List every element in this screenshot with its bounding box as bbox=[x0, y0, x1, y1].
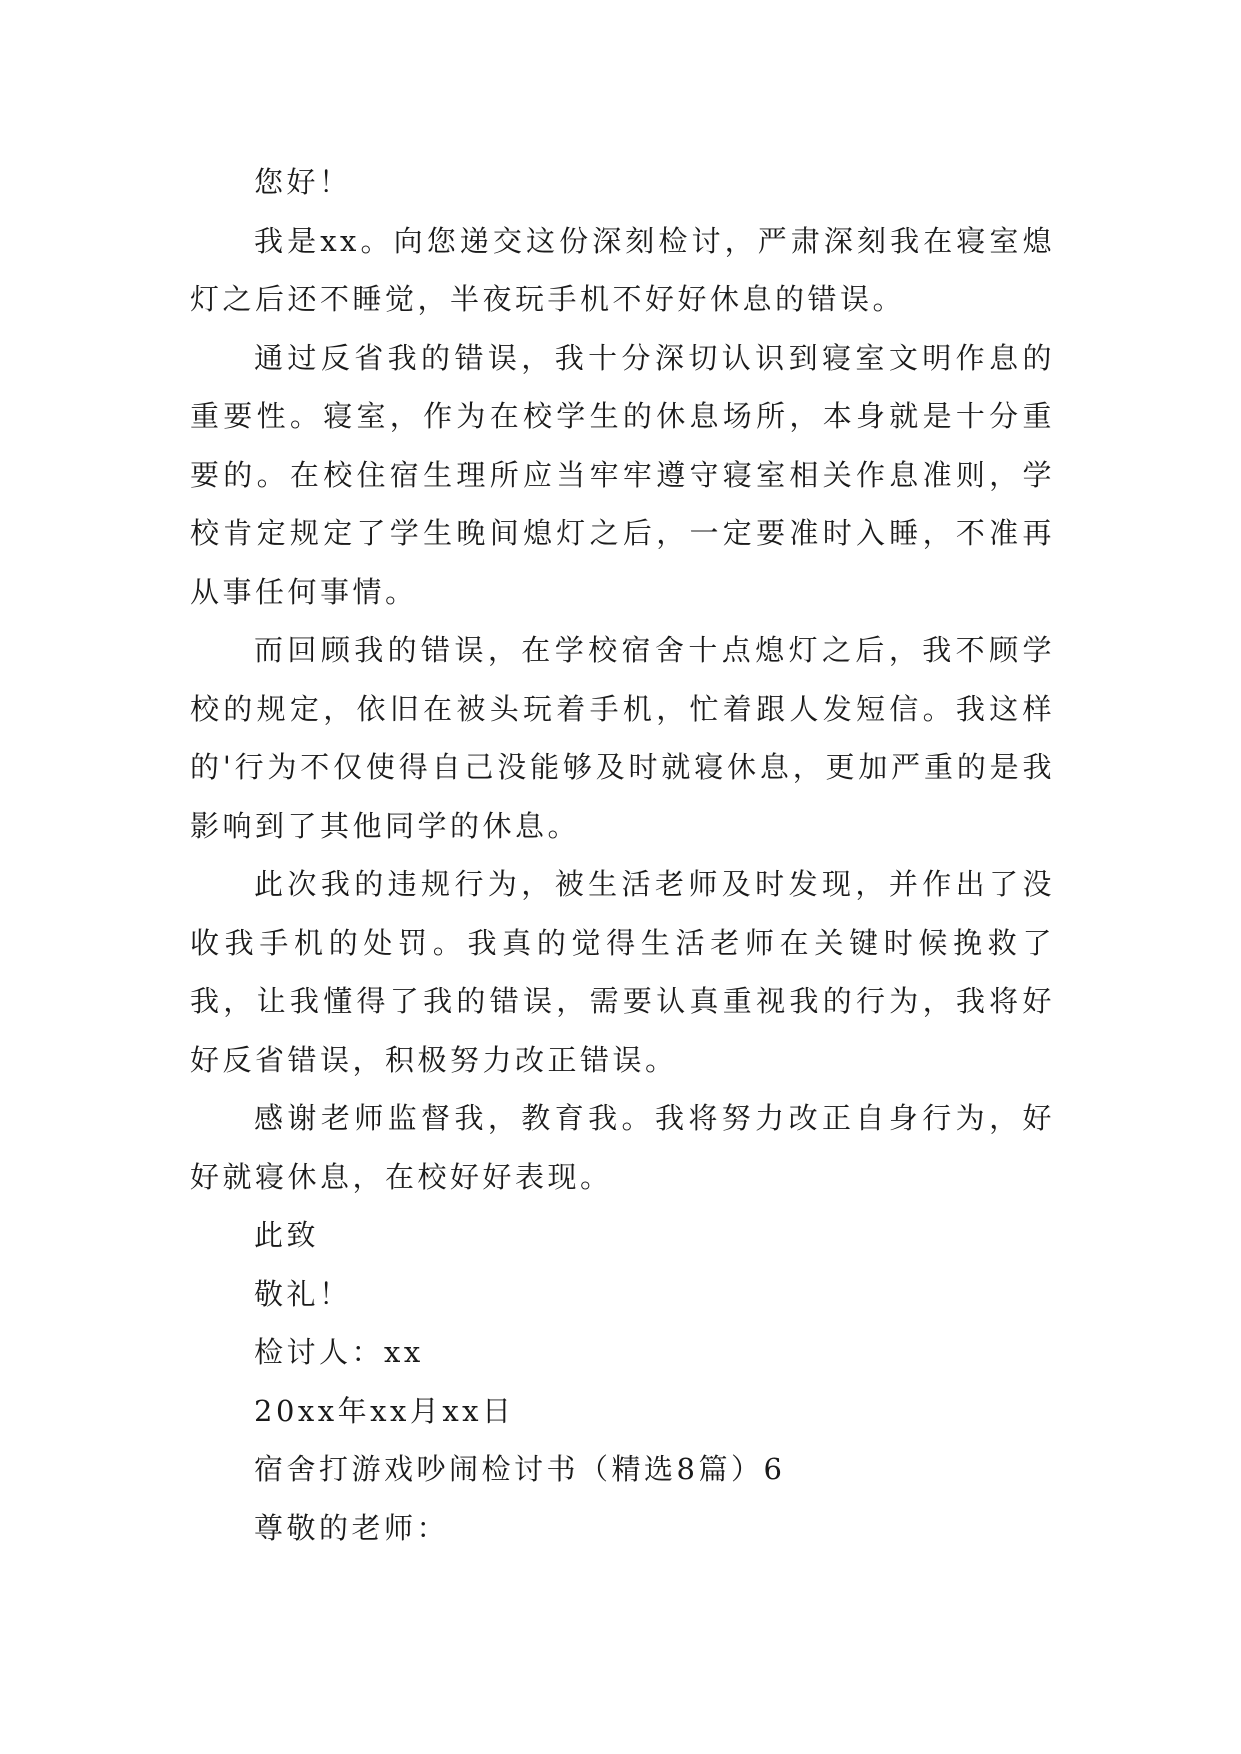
paragraph-5: 感谢老师监督我，教育我。我将努力改正自身行为，好好就寝休息，在校好好表现。 bbox=[190, 1101, 1055, 1194]
paragraph-3: 而回顾我的错误，在学校宿舍十点熄灯之后，我不顾学校的规定，依旧在被头玩着手机，忙着跟人发短信。我这样的'行为不仅使得自己没能够及时就寝休息，更加严重的是我影响到了其他同学的休息。 bbox=[190, 633, 1055, 843]
next-section-greeting: 尊敬的老师： bbox=[254, 1510, 450, 1545]
signature: 检讨人：xx bbox=[254, 1335, 424, 1369]
document-body bbox=[190, 153, 1055, 1557]
paragraph-2: 通过反省我的错误，我十分深切认识到寝室文明作息的重要性。寝室，作为在校学生的休息场所，本身就是十分重要的。在校住宿生理所应当牢牢遵守寝室相关作息准则，学校肯定规定了学生晚间熄灯之后，一定要准时入睡，不准再从事任何事情。 bbox=[190, 340, 1055, 609]
closing-regards: 敬礼！ bbox=[254, 1276, 352, 1311]
closing-salutation: 此致 bbox=[254, 1218, 320, 1252]
next-section-title: 宿舍打游戏吵闹检讨书（精选8篇）6 bbox=[254, 1452, 786, 1486]
paragraph-4: 此次我的违规行为，被生活老师及时发现，并作出了没收我手机的处罚。我真的觉得生活老师在关键时候挽救了我，让我懂得了我的错误，需要认真重视我的行为，我将好好反省错误，积极努力改正错误。 bbox=[190, 867, 1055, 1077]
paragraph-1: 我是xx。向您递交这份深刻检讨，严肃深刻我在寝室熄灯之后还不睡觉，半夜玩手机不好好休息的错误。 bbox=[190, 223, 1055, 316]
greeting: 您好！ bbox=[254, 165, 352, 199]
date: 20xx年xx月xx日 bbox=[254, 1393, 515, 1428]
